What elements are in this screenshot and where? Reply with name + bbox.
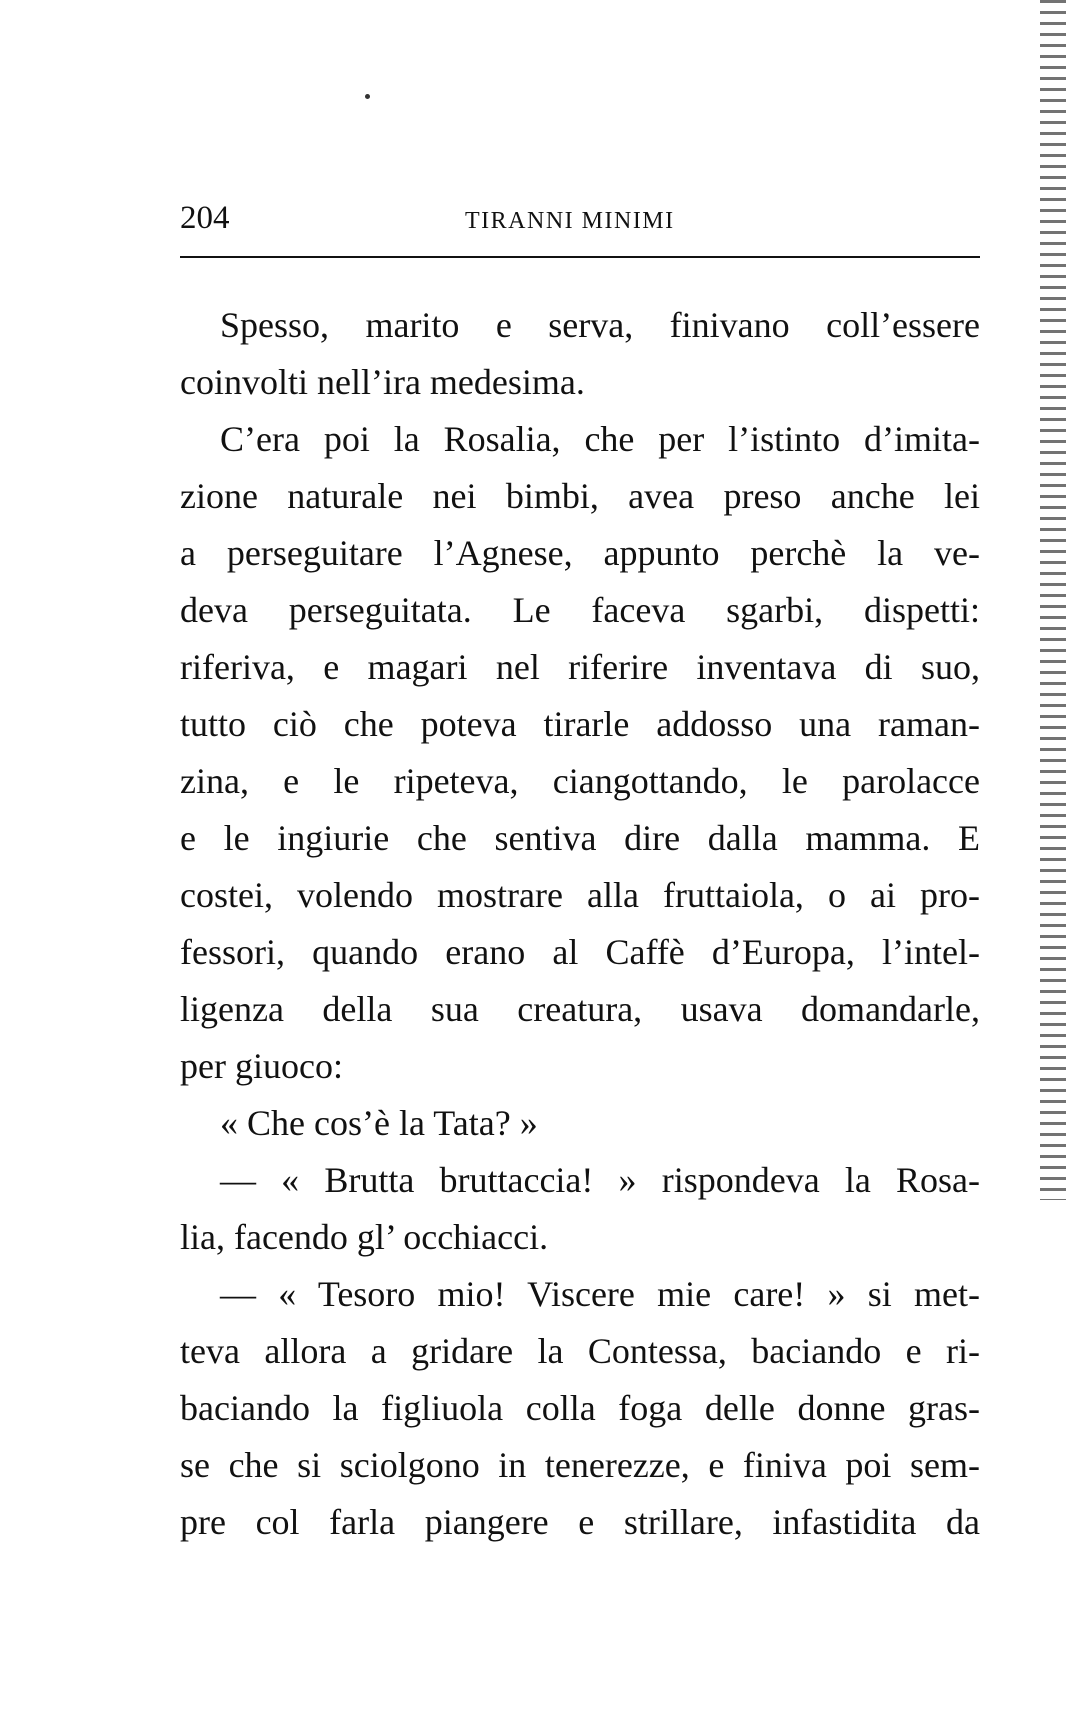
text-line: ligenza della sua creatura, usava domandarle,	[180, 989, 980, 1029]
text-line: baciando la figliuola colla foga delle donne gras-	[180, 1388, 980, 1428]
text-line: — « Tesoro mio! Viscere mie care! » si met-	[220, 1274, 980, 1314]
page-header	[180, 200, 980, 250]
binding-edge-marks	[1040, 0, 1066, 1200]
running-title: TIRANNI MINIMI	[465, 208, 675, 234]
ink-speck	[365, 94, 370, 99]
body-text	[180, 297, 980, 1551]
text-line: per giuoco:	[180, 1046, 343, 1086]
text-line: deva perseguitata. Le faceva sgarbi, dispetti:	[180, 590, 980, 630]
text-line: se che si sciolgono in tenerezze, e finiva poi sem-	[180, 1445, 980, 1485]
text-line: coinvolti nell’ira medesima.	[180, 362, 585, 402]
text-line: fessori, quando erano al Caffè d’Europa, l’intel-	[180, 932, 980, 972]
text-line: lia, facendo gl’ occhiacci.	[180, 1217, 549, 1257]
page-number: 204	[180, 200, 230, 236]
header-rule	[180, 256, 980, 258]
text-line: a perseguitare l’Agnese, appunto perchè la ve-	[180, 533, 980, 573]
text-line: zione naturale nei bimbi, avea preso anche lei	[180, 476, 980, 516]
text-line: — « Brutta bruttaccia! » rispondeva la Rosa-	[220, 1160, 980, 1200]
text-line: teva allora a gridare la Contessa, baciando e ri-	[180, 1331, 980, 1371]
text-line: C’era poi la Rosalia, che per l’istinto d’imita-	[220, 419, 980, 459]
text-line: pre col farla piangere e strillare, infastidita da	[180, 1502, 980, 1542]
text-line: riferiva, e magari nel riferire inventava di suo,	[180, 647, 980, 687]
text-line: e le ingiurie che sentiva dire dalla mamma. E	[180, 818, 980, 858]
text-line: zina, e le ripeteva, ciangottando, le parolacce	[180, 761, 980, 801]
text-line: « Che cos’è la Tata? »	[220, 1103, 538, 1143]
text-line: tutto ciò che poteva tirarle addosso una raman-	[180, 704, 980, 744]
text-line: Spesso, marito e serva, finivano coll’essere	[220, 305, 980, 345]
text-line: costei, volendo mostrare alla fruttaiola, o ai pro-	[180, 875, 980, 915]
